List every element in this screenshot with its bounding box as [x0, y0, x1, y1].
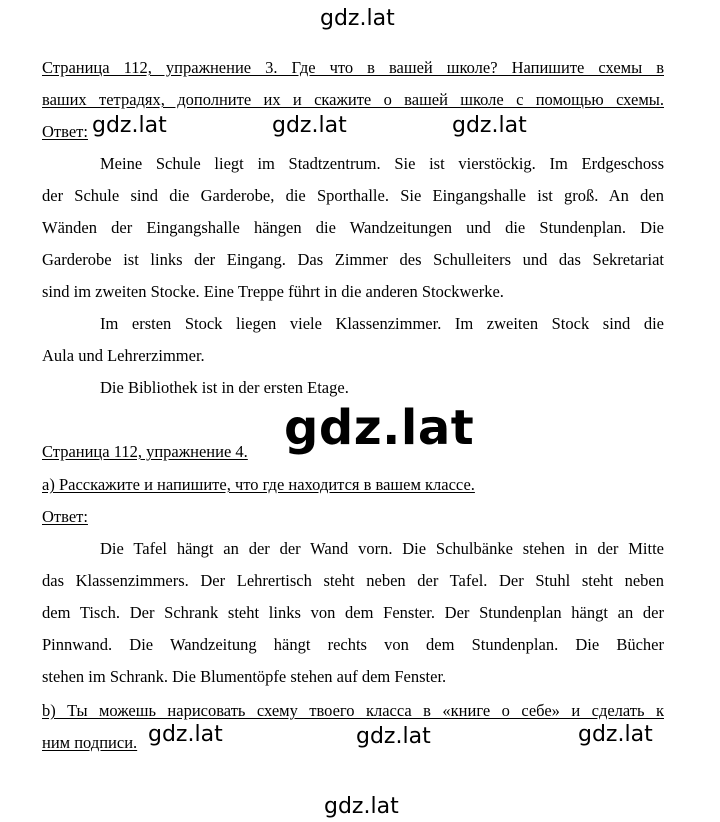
watermark: gdz.lat: [148, 722, 223, 747]
exercise-4-paragraph-line: stehen im Schrank. Die Blumentöpfe stehen auf dem Fenster.: [42, 667, 447, 686]
watermark: gdz.lat: [356, 724, 431, 749]
exercise-4-heading: Страница 112, упражнение 4.: [42, 442, 248, 461]
exercise-4-answer-label: Ответ:: [42, 507, 88, 526]
watermark-large: gdz.lat: [284, 400, 475, 456]
exercise-4-paragraph-line: das Klassenzimmers. Der Lehrertisch steht neben der Tafel. Der Stuhl steht neben: [42, 571, 664, 590]
exercise-4-task-b-line-2: ним подписи.: [42, 733, 138, 752]
exercise-3-paragraph-1-line: Wänden der Eingangshalle hängen die Wandzeitungen und die Stundenplan. Die: [42, 218, 664, 237]
exercise-3-answer-label: Ответ:: [42, 122, 88, 141]
exercise-4-task-a: а) Расскажите и напишите, что где находится в вашем классе.: [42, 475, 475, 494]
exercise-3-paragraph-2-line: Im ersten Stock liegen viele Klassenzimmer. Im zweiten Stock sind die: [100, 314, 664, 333]
watermark-bottom: gdz.lat: [324, 794, 399, 819]
watermark: gdz.lat: [92, 113, 167, 138]
watermark: gdz.lat: [578, 722, 653, 747]
watermark-top: gdz.lat: [320, 6, 395, 31]
watermark: gdz.lat: [452, 113, 527, 138]
exercise-3-paragraph-1-line: sind im zweiten Stocke. Eine Treppe führt in die anderen Stockwerke.: [42, 282, 504, 301]
exercise-3-paragraph-1-line: Garderobe ist links der Eingang. Das Zimmer des Schulleiters und das Sekretariat: [42, 250, 664, 269]
exercise-3-paragraph-3: Die Bibliothek ist in der ersten Etage.: [100, 378, 349, 397]
exercise-3-paragraph-2-line: Aula und Lehrerzimmer.: [42, 346, 205, 365]
exercise-4-task-b-line-1: b) Ты можешь нарисовать схему твоего класса в «книге о себе» и сделать к: [42, 701, 664, 720]
exercise-3-heading-line-1: Страница 112, упражнение 3. Где что в вашей школе? Напишите схемы в: [42, 58, 664, 77]
exercise-3-paragraph-1-line: der Schule sind die Garderobe, die Sporthalle. Sie Eingangshalle ist groß. An den: [42, 186, 664, 205]
exercise-4-paragraph-line: Pinnwand. Die Wandzeitung hängt rechts von dem Stundenplan. Die Bücher: [42, 635, 664, 654]
exercise-3-paragraph-1-line: Meine Schule liegt im Stadtzentrum. Sie ist vierstöckig. Im Erdgeschoss: [100, 154, 664, 173]
exercise-4-paragraph-line: Die Tafel hängt an der der Wand vorn. Die Schulbänke stehen in der Mitte: [100, 539, 664, 558]
watermark: gdz.lat: [272, 113, 347, 138]
exercise-4-paragraph-line: dem Tisch. Der Schrank steht links von dem Fenster. Der Stundenplan hängt an der: [42, 603, 664, 622]
exercise-3-heading-line-2: ваших тетрадях, дополните их и скажите о вашей школе с помощью схемы.: [42, 90, 664, 109]
